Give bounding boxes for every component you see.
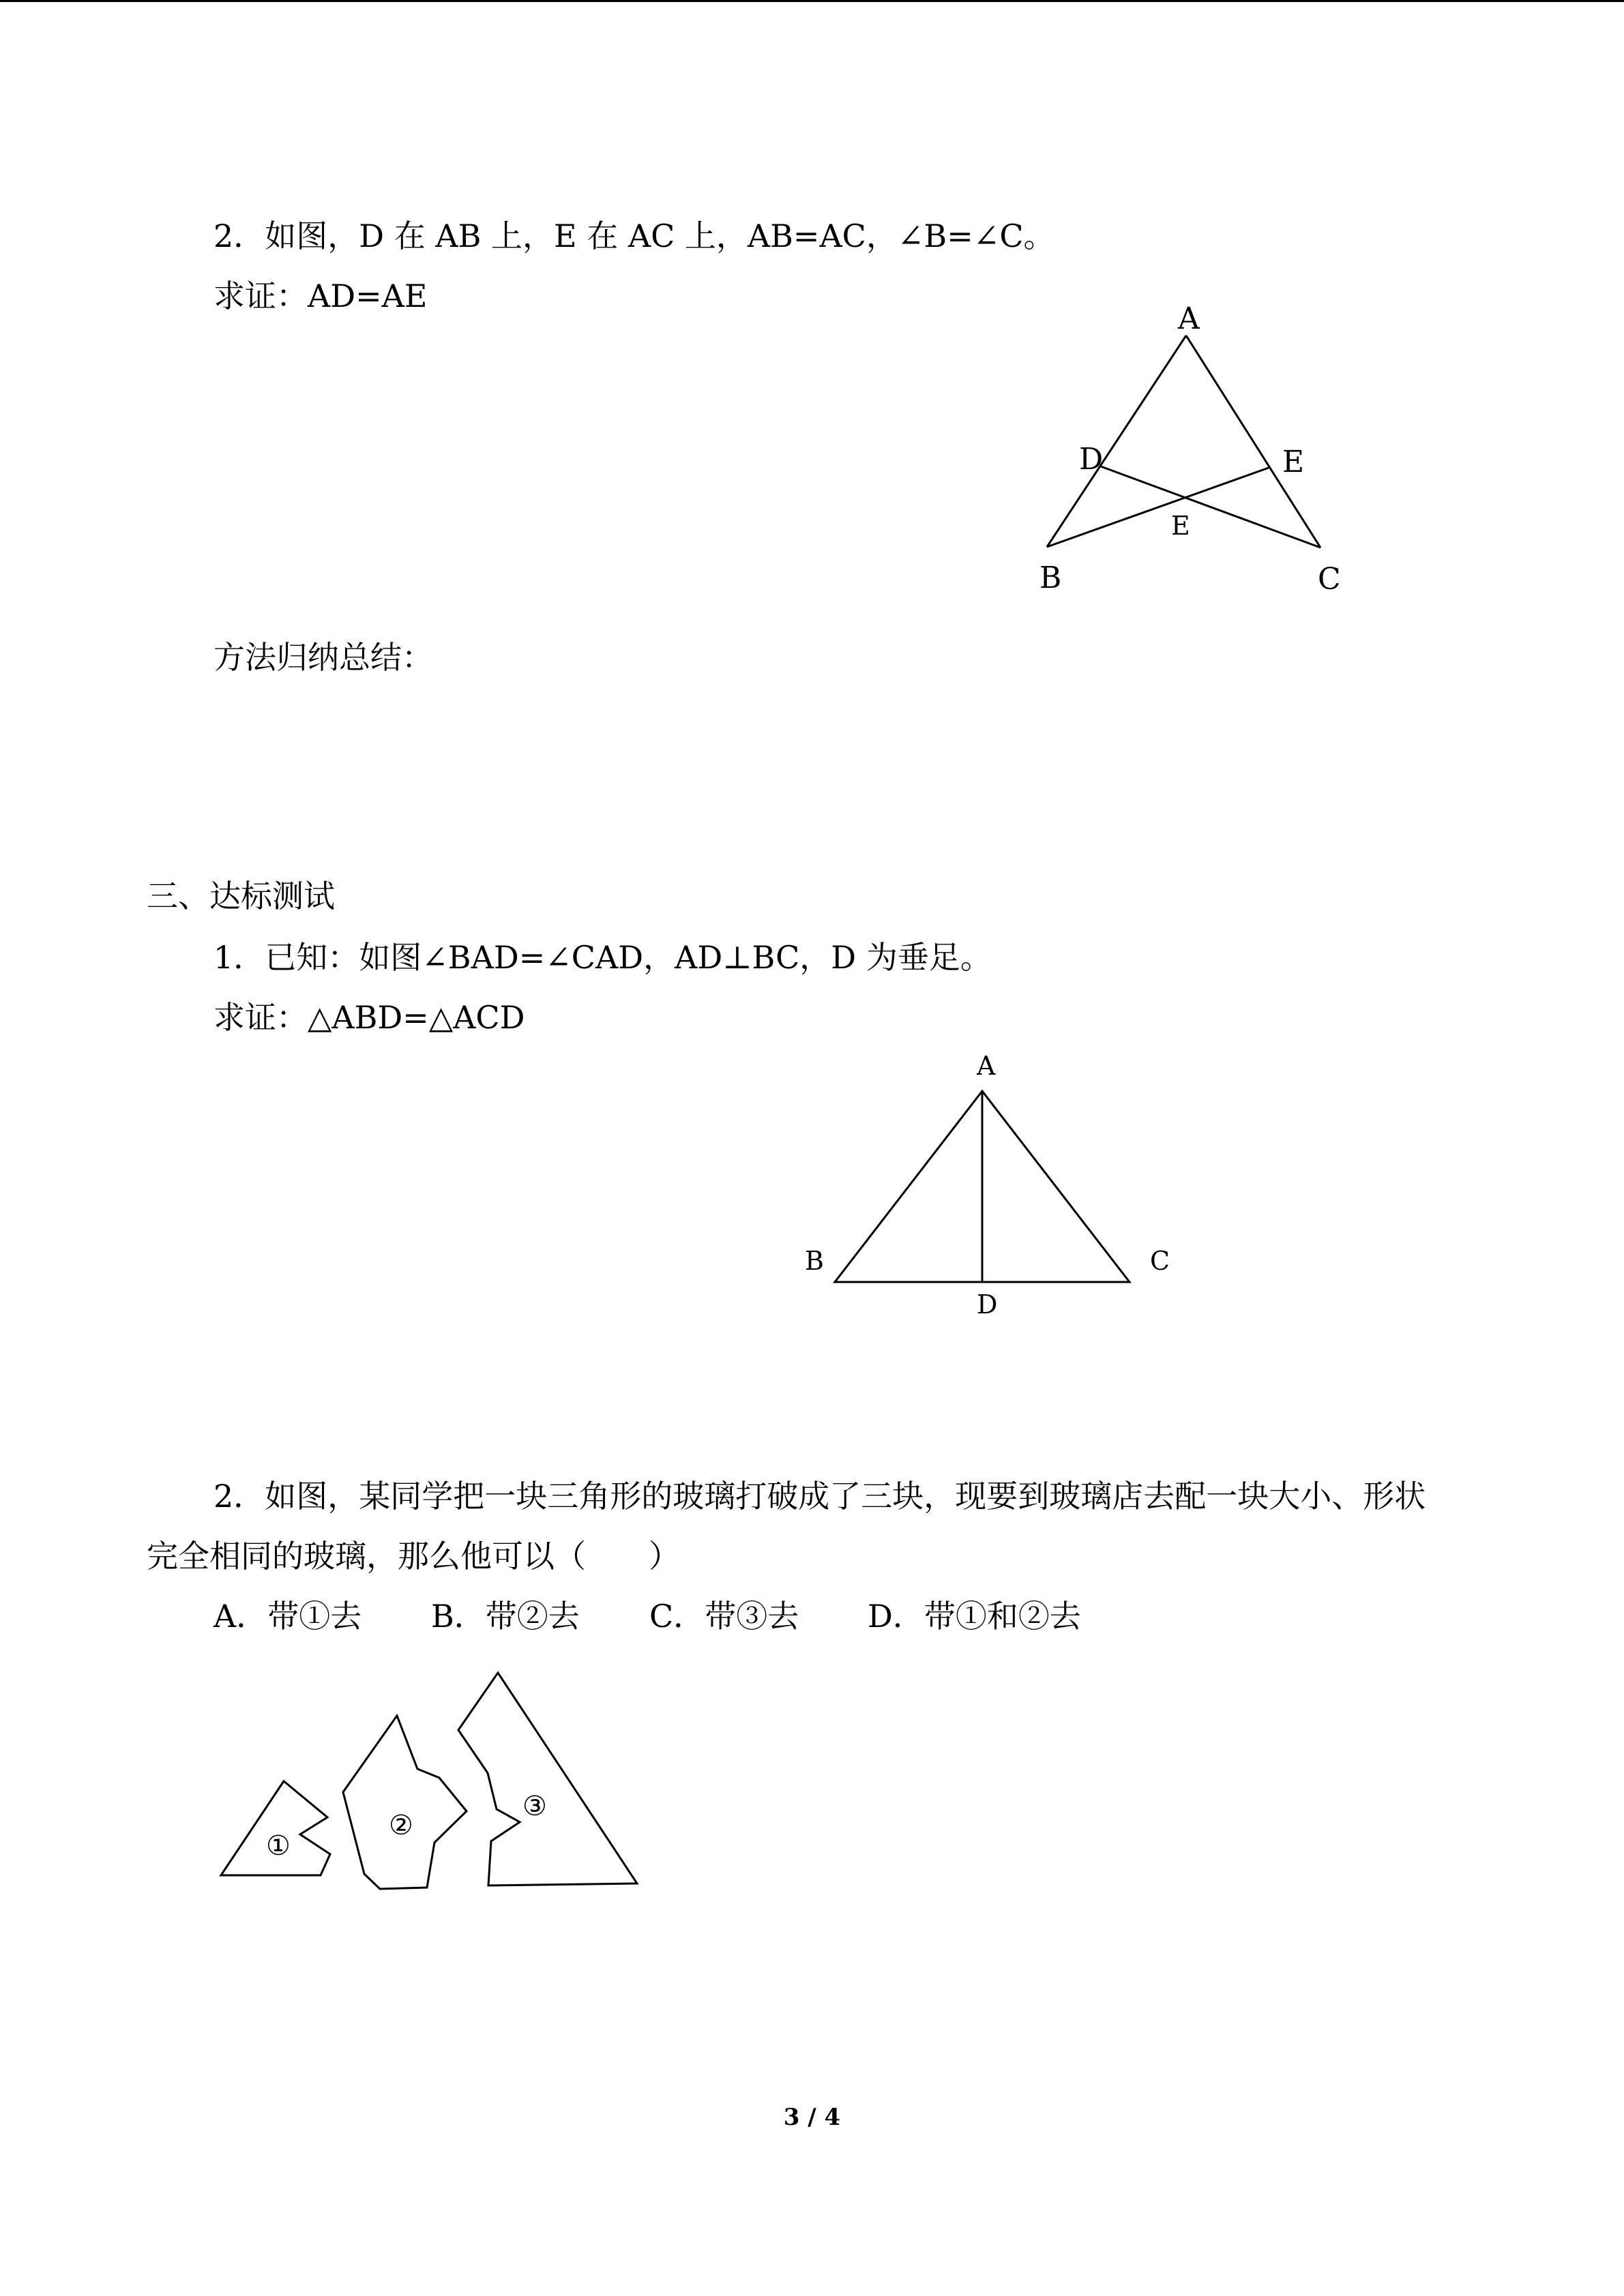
label-c: C <box>1318 562 1341 597</box>
label-d: D <box>977 1289 998 1320</box>
section3-heading: 三、达标测试 <box>147 878 335 914</box>
page-number: 3 / 4 <box>783 2104 841 2131</box>
test2-stem-line1: 2．如图，某同学把一块三角形的玻璃打破成了三块，现要到玻璃店去配一块大小、形状 <box>213 1478 1426 1515</box>
glass-piece-3 <box>458 1673 637 1885</box>
test1-stem: 1．已知：如图∠BAD=∠CAD，AD⊥BC，D 为垂足。 <box>213 939 992 976</box>
label-c: C <box>1150 1246 1170 1276</box>
glass-piece-2 <box>343 1716 467 1889</box>
label-a: A <box>977 1051 996 1081</box>
label-b: B <box>1039 561 1062 595</box>
label-e: E <box>1282 445 1305 479</box>
test1-prove: 求证：△ABD=△ACD <box>213 999 525 1036</box>
label-e-center: E <box>1171 511 1190 541</box>
label-b: B <box>805 1246 824 1276</box>
method-summary: 方法归纳总结： <box>213 639 433 676</box>
problem2-stem: 2．如图，D 在 AB 上，E 在 AC 上，AB=AC，∠B=∠C。 <box>213 218 1055 254</box>
option-c: C．带③去 <box>649 1598 799 1635</box>
label-a: A <box>1178 301 1200 336</box>
option-b: B．带②去 <box>431 1598 580 1635</box>
piece-label-2: ② <box>389 1810 413 1841</box>
label-d: D <box>1079 442 1104 477</box>
option-d: D．带①和②去 <box>868 1598 1081 1635</box>
test2-stem-line2: 完全相同的玻璃，那么他可以（ ） <box>147 1538 680 1575</box>
problem2-prove: 求证：AD=AE <box>213 278 428 314</box>
option-a: A．带①去 <box>213 1598 362 1635</box>
piece-label-1: ① <box>266 1830 291 1862</box>
piece-label-3: ③ <box>522 1791 547 1822</box>
